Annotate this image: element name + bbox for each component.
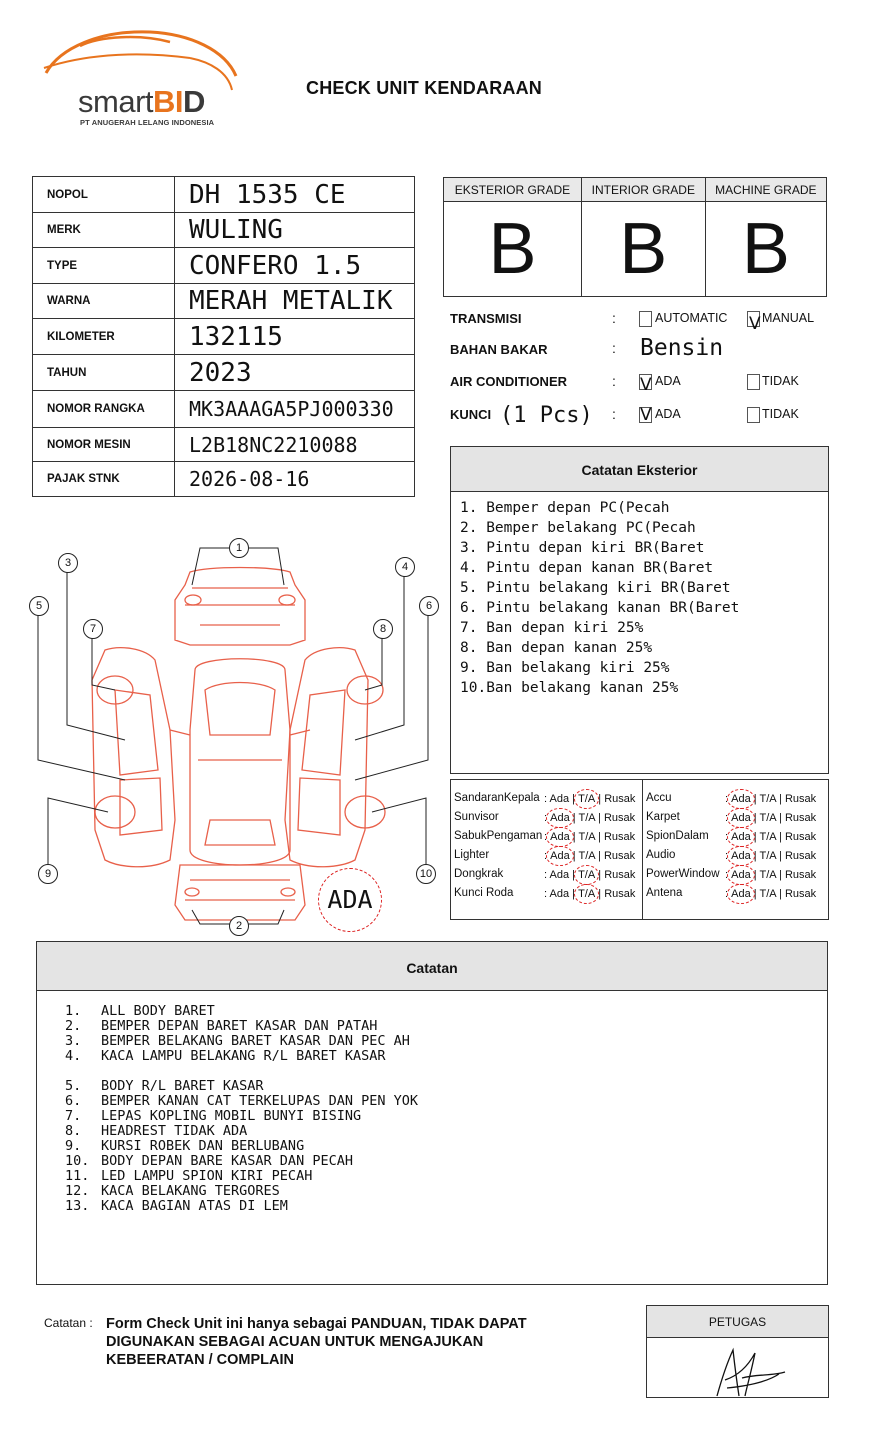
logo-wordmark: smartBID xyxy=(78,84,205,119)
accessory-sep: | xyxy=(750,850,760,862)
note-text: ALL BODY BARET xyxy=(101,1003,215,1019)
note-text: KACA BAGIAN ATAS DI LEM xyxy=(101,1198,288,1214)
accessory-name: SabukPengaman xyxy=(454,830,543,842)
interior-grade-header: INTERIOR GRADE xyxy=(581,178,705,202)
exterior-grade-header: EKSTERIOR GRADE xyxy=(444,178,582,202)
company-logo xyxy=(40,28,240,128)
accessory-colon: : xyxy=(544,812,548,824)
vehicle-field-value: 132115 xyxy=(175,319,415,355)
ac-ada-label: ADA xyxy=(655,374,681,388)
notes-panel xyxy=(36,941,828,1285)
car-damage-diagram xyxy=(20,530,440,940)
accessory-option[interactable]: T/A xyxy=(759,850,776,862)
accessory-name: Accu xyxy=(646,792,672,804)
accessory-options xyxy=(725,888,816,900)
accessories-panel xyxy=(450,779,829,920)
accessory-sep: | xyxy=(750,793,760,805)
note-number: 2. xyxy=(65,1018,82,1034)
accessory-name: Sunvisor xyxy=(454,811,499,823)
note-text: BODY R/L BARET KASAR xyxy=(101,1078,264,1094)
accessory-sep: | xyxy=(750,831,760,843)
accessory-options xyxy=(725,793,816,805)
callout-6: 6 xyxy=(419,596,439,616)
ada-stamp: ADA xyxy=(318,868,382,932)
accessory-option[interactable]: T/A xyxy=(578,888,596,900)
accessory-option[interactable]: Rusak xyxy=(603,831,636,843)
accessory-sep: | xyxy=(569,869,579,881)
exterior-notes-list xyxy=(451,492,828,698)
exterior-note-item: 1. Bemper depan PC(Pecah xyxy=(460,500,670,516)
note-number: 10. xyxy=(65,1153,90,1169)
vehicle-row xyxy=(33,248,415,284)
exterior-note-item: 5. Pintu belakang kiri BR(Baret xyxy=(460,580,731,596)
note-item xyxy=(65,1154,423,1169)
accessory-option[interactable]: T/A xyxy=(759,831,776,843)
accessory-options xyxy=(544,850,635,862)
accessory-sep: | xyxy=(595,831,604,843)
vehicle-row xyxy=(33,391,415,428)
accessory-sep: | xyxy=(750,888,760,900)
accessory-sep: | xyxy=(595,793,605,805)
accessory-name: Antena xyxy=(646,887,683,899)
note-number: 8. xyxy=(65,1123,82,1139)
accessory-options xyxy=(544,812,635,824)
note-number: 4. xyxy=(65,1048,82,1064)
callout-9: 9 xyxy=(38,864,58,884)
accessory-sep: | xyxy=(750,869,760,881)
accessory-sep: | xyxy=(595,869,605,881)
vehicle-field-value: WULING xyxy=(175,213,415,248)
callout-8: 8 xyxy=(373,619,393,639)
footer-label: Catatan : xyxy=(44,1316,93,1330)
exterior-notes-panel xyxy=(450,446,829,774)
note-item xyxy=(65,1139,423,1154)
accessory-sep: | xyxy=(569,850,579,862)
exterior-note-item: 9. Ban belakang kiri 25% xyxy=(460,660,670,676)
callout-10: 10 xyxy=(416,864,436,884)
accessory-option[interactable]: T/A xyxy=(759,888,776,900)
accessory-sep: | xyxy=(569,831,579,843)
accessory-sep: | xyxy=(776,888,785,900)
vehicle-field-value: DH 1535 CE xyxy=(175,177,415,213)
note-item xyxy=(65,1034,423,1049)
note-item xyxy=(65,1109,423,1124)
callout-7: 7 xyxy=(83,619,103,639)
accessory-option[interactable]: Rusak xyxy=(784,812,817,824)
accessory-colon: : xyxy=(544,888,548,900)
accessory-name: PowerWindow xyxy=(646,868,720,880)
vehicle-field-label: NOMOR RANGKA xyxy=(33,391,175,428)
accessory-option[interactable]: Ada xyxy=(731,831,751,843)
transmisi-colon: : xyxy=(612,310,616,326)
exterior-grade-value: B xyxy=(444,202,582,297)
accessory-option[interactable]: Rusak xyxy=(784,888,817,900)
accessory-name: Dongkrak xyxy=(454,868,504,880)
accessory-colon: : xyxy=(544,793,548,805)
signature-icon xyxy=(647,1338,828,1398)
accessory-colon: : xyxy=(725,793,729,805)
note-item xyxy=(65,1169,423,1184)
petugas-title: PETUGAS xyxy=(647,1306,828,1338)
vehicle-info-table xyxy=(32,176,415,497)
note-number: 6. xyxy=(65,1093,82,1109)
kunci-ada-label: ADA xyxy=(655,407,681,421)
accessory-option[interactable]: Rusak xyxy=(603,812,636,824)
vehicle-field-label: WARNA xyxy=(33,284,175,319)
vehicle-field-value: 2026-08-16 xyxy=(175,462,415,497)
accessory-option[interactable]: Rusak xyxy=(784,869,817,881)
note-item xyxy=(65,1019,423,1034)
accessory-sep: | xyxy=(569,793,579,805)
accessory-name: SandaranKepala xyxy=(454,792,540,804)
accessory-sep: | xyxy=(776,793,785,805)
callout-3: 3 xyxy=(58,553,78,573)
automatic-label: AUTOMATIC xyxy=(655,311,728,325)
accessory-option[interactable]: Ada xyxy=(731,869,751,881)
vehicle-row xyxy=(33,319,415,355)
accessory-option[interactable]: Ada xyxy=(731,812,751,824)
car-outline-icon xyxy=(20,530,440,940)
accessory-sep: | xyxy=(776,812,785,824)
ac-tidak-label: TIDAK xyxy=(762,374,799,388)
accessory-options xyxy=(544,831,635,843)
accessory-option[interactable]: Rusak xyxy=(603,850,636,862)
accessory-option[interactable]: T/A xyxy=(578,831,595,843)
note-text: LEPAS KOPLING MOBIL BUNYI BISING xyxy=(101,1108,362,1124)
bahan-bakar-value: Bensin xyxy=(640,335,724,361)
vehicle-field-label: TYPE xyxy=(33,248,175,284)
accessory-sep: | xyxy=(569,812,579,824)
accessory-option[interactable]: Rusak xyxy=(604,888,636,900)
accessory-sep: | xyxy=(595,850,604,862)
interior-grade-value: B xyxy=(581,202,705,297)
note-item xyxy=(65,1079,423,1094)
accessory-sep: | xyxy=(750,812,760,824)
note-text: KURSI ROBEK DAN BERLUBANG xyxy=(101,1138,305,1154)
callout-2: 2 xyxy=(229,916,249,936)
logo-subtitle: PT ANUGERAH LELANG INDONESIA xyxy=(80,118,215,127)
accessory-option[interactable]: Rusak xyxy=(784,831,817,843)
exterior-note-item: 4. Pintu depan kanan BR(Baret xyxy=(460,560,714,576)
transmisi-label: TRANSMISI xyxy=(450,311,522,326)
exterior-note-item: 8. Ban depan kanan 25% xyxy=(460,640,653,656)
kunci-tidak-label: TIDAK xyxy=(762,407,799,421)
accessory-options xyxy=(725,812,816,824)
kunci-tidak-checkbox[interactable] xyxy=(747,407,760,423)
accessory-sep: | xyxy=(776,831,785,843)
note-number: 7. xyxy=(65,1108,82,1124)
vehicle-field-value: MERAH METALIK xyxy=(175,284,415,319)
kunci-count: (1 Pcs) xyxy=(500,403,593,428)
accessory-options xyxy=(544,869,635,881)
note-text: BODY DEPAN BARE KASAR DAN PECAH xyxy=(101,1153,353,1169)
notes-list xyxy=(65,1004,423,1214)
vehicle-row xyxy=(33,177,415,213)
exterior-note-item: 10.Ban belakang kanan 25% xyxy=(460,680,679,696)
manual-label: MANUAL xyxy=(762,311,815,325)
exterior-note-item: 2. Bemper belakang PC(Pecah xyxy=(460,520,696,536)
note-item xyxy=(65,1004,423,1019)
footer-disclaimer: Form Check Unit ini hanya sebagai PANDUAN, TIDAK DAPAT DIGUNAKAN SEBAGAI ACUAN UNTUK MENGAJUKAN KEBEERATAN / COMPLAIN xyxy=(106,1316,527,1368)
exterior-note-item: 3. Pintu depan kiri BR(Baret xyxy=(460,540,705,556)
accessory-option[interactable]: Rusak xyxy=(604,869,636,881)
machine-grade-header: MACHINE GRADE xyxy=(705,178,826,202)
accessory-colon: : xyxy=(544,869,548,881)
accessory-name: Kunci Roda xyxy=(454,887,514,899)
note-number: 11. xyxy=(65,1168,90,1184)
vehicle-field-label: NOPOL xyxy=(33,177,175,213)
accessory-colon: : xyxy=(725,869,729,881)
note-number: 12. xyxy=(65,1183,90,1199)
accessory-options xyxy=(725,869,816,881)
exterior-note-item: 6. Pintu belakang kanan BR(Baret xyxy=(460,600,740,616)
accessory-option[interactable]: T/A xyxy=(759,812,776,824)
ac-colon: : xyxy=(612,373,616,389)
accessory-option[interactable]: T/A xyxy=(578,793,596,805)
accessory-option[interactable]: T/A xyxy=(759,869,776,881)
vehicle-field-label: TAHUN xyxy=(33,355,175,391)
accessory-name: Audio xyxy=(646,849,676,861)
note-text: BEMPER BELAKANG BARET KASAR DAN PEC AH xyxy=(101,1033,410,1049)
bahan-bakar-label: BAHAN BAKAR xyxy=(450,342,548,357)
note-number: 5. xyxy=(65,1078,82,1094)
vehicle-field-value: MK3AAAGA5PJ000330 xyxy=(175,391,415,428)
exterior-note-item: 7. Ban depan kiri 25% xyxy=(460,620,644,636)
accessory-name: Lighter xyxy=(454,849,490,861)
accessory-colon: : xyxy=(544,831,548,843)
accessory-options xyxy=(544,793,635,805)
note-number: 13. xyxy=(65,1198,90,1214)
accessory-option[interactable]: Ada xyxy=(731,793,751,805)
kunci-ada-check-mark: V xyxy=(640,405,652,425)
accessory-option[interactable]: Ada xyxy=(549,793,570,805)
accessory-option[interactable]: T/A xyxy=(578,869,596,881)
accessory-colon: : xyxy=(725,812,729,824)
vehicle-field-label: PAJAK STNK xyxy=(33,462,175,497)
accessory-sep: | xyxy=(595,888,605,900)
note-text: BEMPER DEPAN BARET KASAR DAN PATAH xyxy=(101,1018,378,1034)
kunci-colon: : xyxy=(612,406,616,422)
accessory-options xyxy=(725,850,816,862)
note-text: HEADREST TIDAK ADA xyxy=(101,1123,248,1139)
accessory-option[interactable]: Rusak xyxy=(784,793,817,805)
accessory-options xyxy=(544,888,635,900)
note-item xyxy=(65,1199,423,1214)
accessory-option[interactable]: Ada xyxy=(549,888,570,900)
accessory-sep: | xyxy=(569,888,579,900)
accessory-option[interactable]: Rusak xyxy=(784,850,817,862)
accessory-option[interactable]: Ada xyxy=(731,850,751,862)
vehicle-row xyxy=(33,462,415,497)
note-item xyxy=(65,1184,423,1199)
accessory-name: SpionDalam xyxy=(646,830,709,842)
vehicle-field-value: 2023 xyxy=(175,355,415,391)
accessory-option[interactable]: Ada xyxy=(549,869,570,881)
vehicle-field-label: MERK xyxy=(33,213,175,248)
ac-label: AIR CONDITIONER xyxy=(450,374,567,389)
note-item xyxy=(65,1094,423,1109)
automatic-checkbox[interactable] xyxy=(639,311,652,327)
accessory-colon: : xyxy=(725,888,729,900)
accessory-sep: | xyxy=(776,850,785,862)
callout-5: 5 xyxy=(29,596,49,616)
accessory-option[interactable]: Ada xyxy=(550,850,570,862)
accessory-option[interactable]: Ada xyxy=(731,888,751,900)
vehicle-field-label: NOMOR MESIN xyxy=(33,428,175,462)
accessory-option[interactable]: Ada xyxy=(550,831,570,843)
accessory-colon: : xyxy=(725,850,729,862)
note-text: BEMPER KANAN CAT TERKELUPAS DAN PEN YOK xyxy=(101,1093,418,1109)
note-number: 1. xyxy=(65,1003,82,1019)
accessory-options xyxy=(725,831,816,843)
vehicle-row xyxy=(33,213,415,248)
vehicle-row xyxy=(33,355,415,391)
vehicle-field-value: CONFERO 1.5 xyxy=(175,248,415,284)
accessory-sep: | xyxy=(776,869,785,881)
accessory-sep: | xyxy=(595,812,604,824)
accessory-option[interactable]: T/A xyxy=(578,812,595,824)
note-item xyxy=(65,1124,423,1139)
ac-ada-check-mark: V xyxy=(640,375,652,395)
accessories-divider xyxy=(642,780,643,919)
petugas-signature-box xyxy=(646,1305,829,1398)
callout-4: 4 xyxy=(395,557,415,577)
accessory-option[interactable]: Ada xyxy=(550,812,570,824)
accessory-option[interactable]: T/A xyxy=(759,793,776,805)
note-text: LED LAMPU SPION KIRI PECAH xyxy=(101,1168,313,1184)
accessory-option[interactable]: Rusak xyxy=(604,793,636,805)
notes-title: Catatan xyxy=(37,942,827,991)
note-number: 9. xyxy=(65,1138,82,1154)
ac-tidak-checkbox[interactable] xyxy=(747,374,760,390)
note-item xyxy=(65,1049,423,1064)
exterior-notes-title: Catatan Eksterior xyxy=(451,447,828,492)
accessory-name: Karpet xyxy=(646,811,680,823)
accessory-colon: : xyxy=(544,850,548,862)
accessory-colon: : xyxy=(725,831,729,843)
vehicle-field-label: KILOMETER xyxy=(33,319,175,355)
note-number: 3. xyxy=(65,1033,82,1049)
note-text: KACA LAMPU BELAKANG R/L BARET KASAR xyxy=(101,1048,386,1064)
grade-table xyxy=(443,177,827,297)
page-title: CHECK UNIT KENDARAAN xyxy=(306,78,542,98)
callout-1: 1 xyxy=(229,538,249,558)
vehicle-field-value: L2B18NC2210088 xyxy=(175,428,415,462)
accessory-option[interactable]: T/A xyxy=(578,850,595,862)
kunci-label: KUNCI xyxy=(450,407,492,422)
manual-check-mark: V xyxy=(749,314,761,334)
bahan-bakar-colon: : xyxy=(612,340,616,356)
vehicle-row xyxy=(33,428,415,462)
note-text: KACA BELAKANG TERGORES xyxy=(101,1183,280,1199)
machine-grade-value: B xyxy=(705,202,826,297)
vehicle-row xyxy=(33,284,415,319)
